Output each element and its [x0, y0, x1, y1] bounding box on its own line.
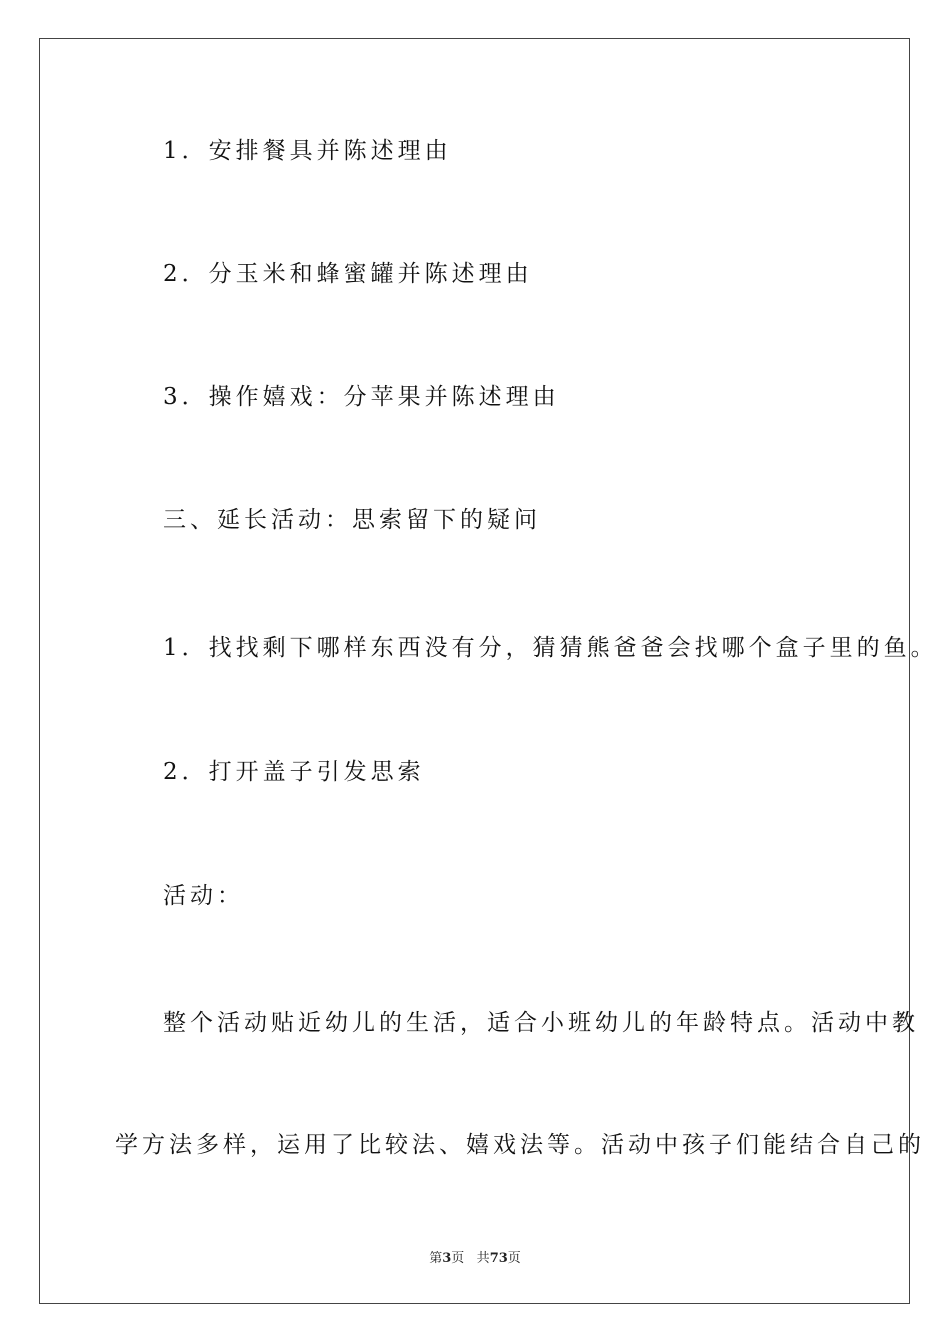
footer-page-prefix: 第: [429, 1251, 443, 1266]
paragraph-step-3: 3．操作嬉戏：分苹果并陈述理由: [163, 384, 560, 410]
footer-page-suffix: 页: [451, 1251, 465, 1266]
paragraph-extension-1: 1．找找剩下哪样东西没有分，猜猜熊爸爸会找哪个盒子里的鱼。: [163, 635, 938, 661]
footer-total-suffix: 页: [507, 1251, 521, 1266]
paragraph-reflection-line-2: 学方法多样，运用了比较法、嬉戏法等。活动中孩子们能结合自己的: [115, 1132, 925, 1158]
page-footer: [0, 1247, 950, 1266]
paragraph-step-2: 2．分玉米和蜂蜜罐并陈述理由: [163, 261, 533, 287]
footer-total-prefix: 共: [476, 1251, 490, 1266]
footer-total-pages: 73: [489, 1251, 508, 1266]
paragraph-activity-label: 活动：: [163, 883, 244, 909]
paragraph-extension-2: 2．打开盖子引发思索: [163, 759, 425, 785]
paragraph-reflection-line-1: 整个活动贴近幼儿的生活，适合小班幼儿的年龄特点。活动中教: [163, 1010, 919, 1036]
footer-page-number: 3: [442, 1251, 452, 1266]
section-heading-extension: 三、延长活动：思索留下的疑问: [163, 507, 541, 533]
paragraph-step-1: 1．安排餐具并陈述理由: [163, 138, 452, 164]
page-border: [39, 38, 910, 1304]
